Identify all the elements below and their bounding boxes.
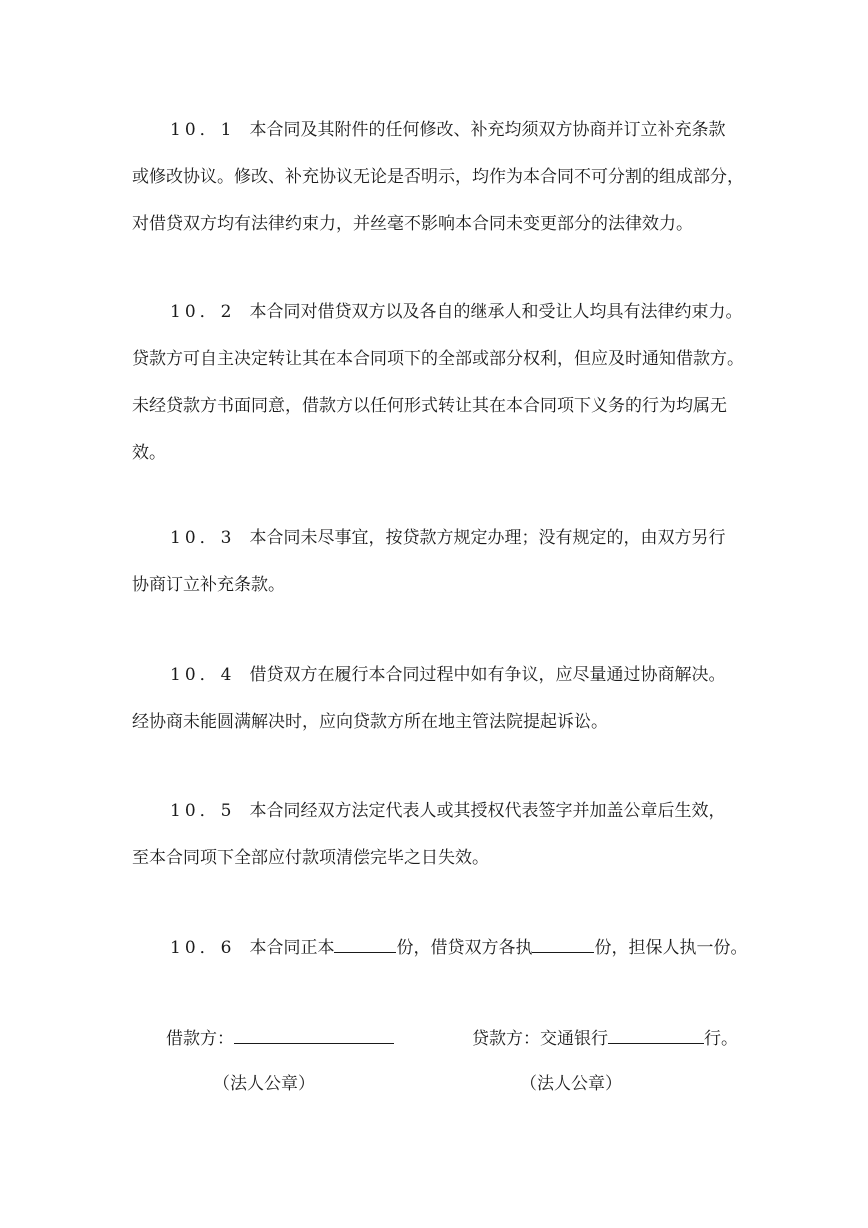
borrower-label: 借款方：: [166, 1029, 234, 1049]
clause-number: 10．1: [170, 120, 236, 140]
clause-10-6: [132, 933, 752, 980]
clause-text-line: 本合同及其附件的任何修改、补充均须双方协商并订立补充条款: [249, 120, 726, 140]
clause-text-line: 经协商未能圆满解决时，应向贷款方所在地主管法院提起诉讼。: [132, 712, 608, 732]
lender-suffix: 行。: [704, 1029, 738, 1049]
clause-number: 10．2: [170, 302, 236, 322]
borrower-seal-label: （法人公章）: [213, 1074, 315, 1094]
copies-count-blank: [334, 934, 396, 953]
clause-text-line: 本合同经双方法定代表人或其授权代表签字并加盖公章后生效，: [249, 801, 726, 821]
clause-10-5: [132, 796, 752, 890]
clause-10-3: [132, 523, 752, 617]
clause-10-2: [132, 297, 752, 485]
lender-label: 贷款方：交通银行: [472, 1029, 608, 1049]
clause-text-line: 本合同对借贷双方以及各自的继承人和受让人均具有法律约束力。: [249, 302, 743, 322]
lender-branch-blank: [608, 1025, 704, 1044]
lender-seal-label: （法人公章）: [520, 1074, 622, 1094]
borrower-name-blank: [234, 1025, 394, 1044]
borrower-signature: [166, 1024, 394, 1054]
clause-text-line: 对借贷双方均有法律约束力，并丝毫不影响本合同未变更部分的法律效力。: [132, 214, 693, 234]
clause-number: 10．3: [170, 528, 236, 548]
clause-number: 10．5: [170, 801, 236, 821]
clause-text-line: 效。: [132, 443, 166, 463]
clause-number: 10．6: [170, 938, 236, 958]
clause-10-1: [132, 115, 752, 256]
copies-each-blank: [532, 934, 594, 953]
clause-text-line: 本合同未尽事宜，按贷款方规定办理；没有规定的，由双方另行: [249, 528, 726, 548]
clause-text: 份，担保人执一份。: [594, 938, 748, 958]
clause-text-line: 协商订立补充条款。: [132, 575, 285, 595]
clause-text-line: 至本合同项下全部应付款项清偿完毕之日失效。: [132, 848, 489, 868]
clause-number: 10．4: [170, 665, 236, 685]
lender-signature: [472, 1024, 738, 1054]
clause-text-line: 贷款方可自主决定转让其在本合同项下的全部或部分权利，但应及时通知借款方。: [132, 349, 744, 369]
clause-text-line: 未经贷款方书面同意，借款方以任何形式转让其在本合同项下义务的行为均属无: [132, 396, 727, 416]
clause-text: 份，借贷双方各执: [396, 938, 533, 958]
clause-text-line: 借贷双方在履行本合同过程中如有争议，应尽量通过协商解决。: [249, 665, 726, 685]
clause-text: 本合同正本: [249, 938, 335, 958]
clause-10-4: [132, 660, 752, 754]
clause-text-line: 或修改协议。修改、补充协议无论是否明示，均作为本合同不可分割的组成部分，: [132, 167, 744, 187]
